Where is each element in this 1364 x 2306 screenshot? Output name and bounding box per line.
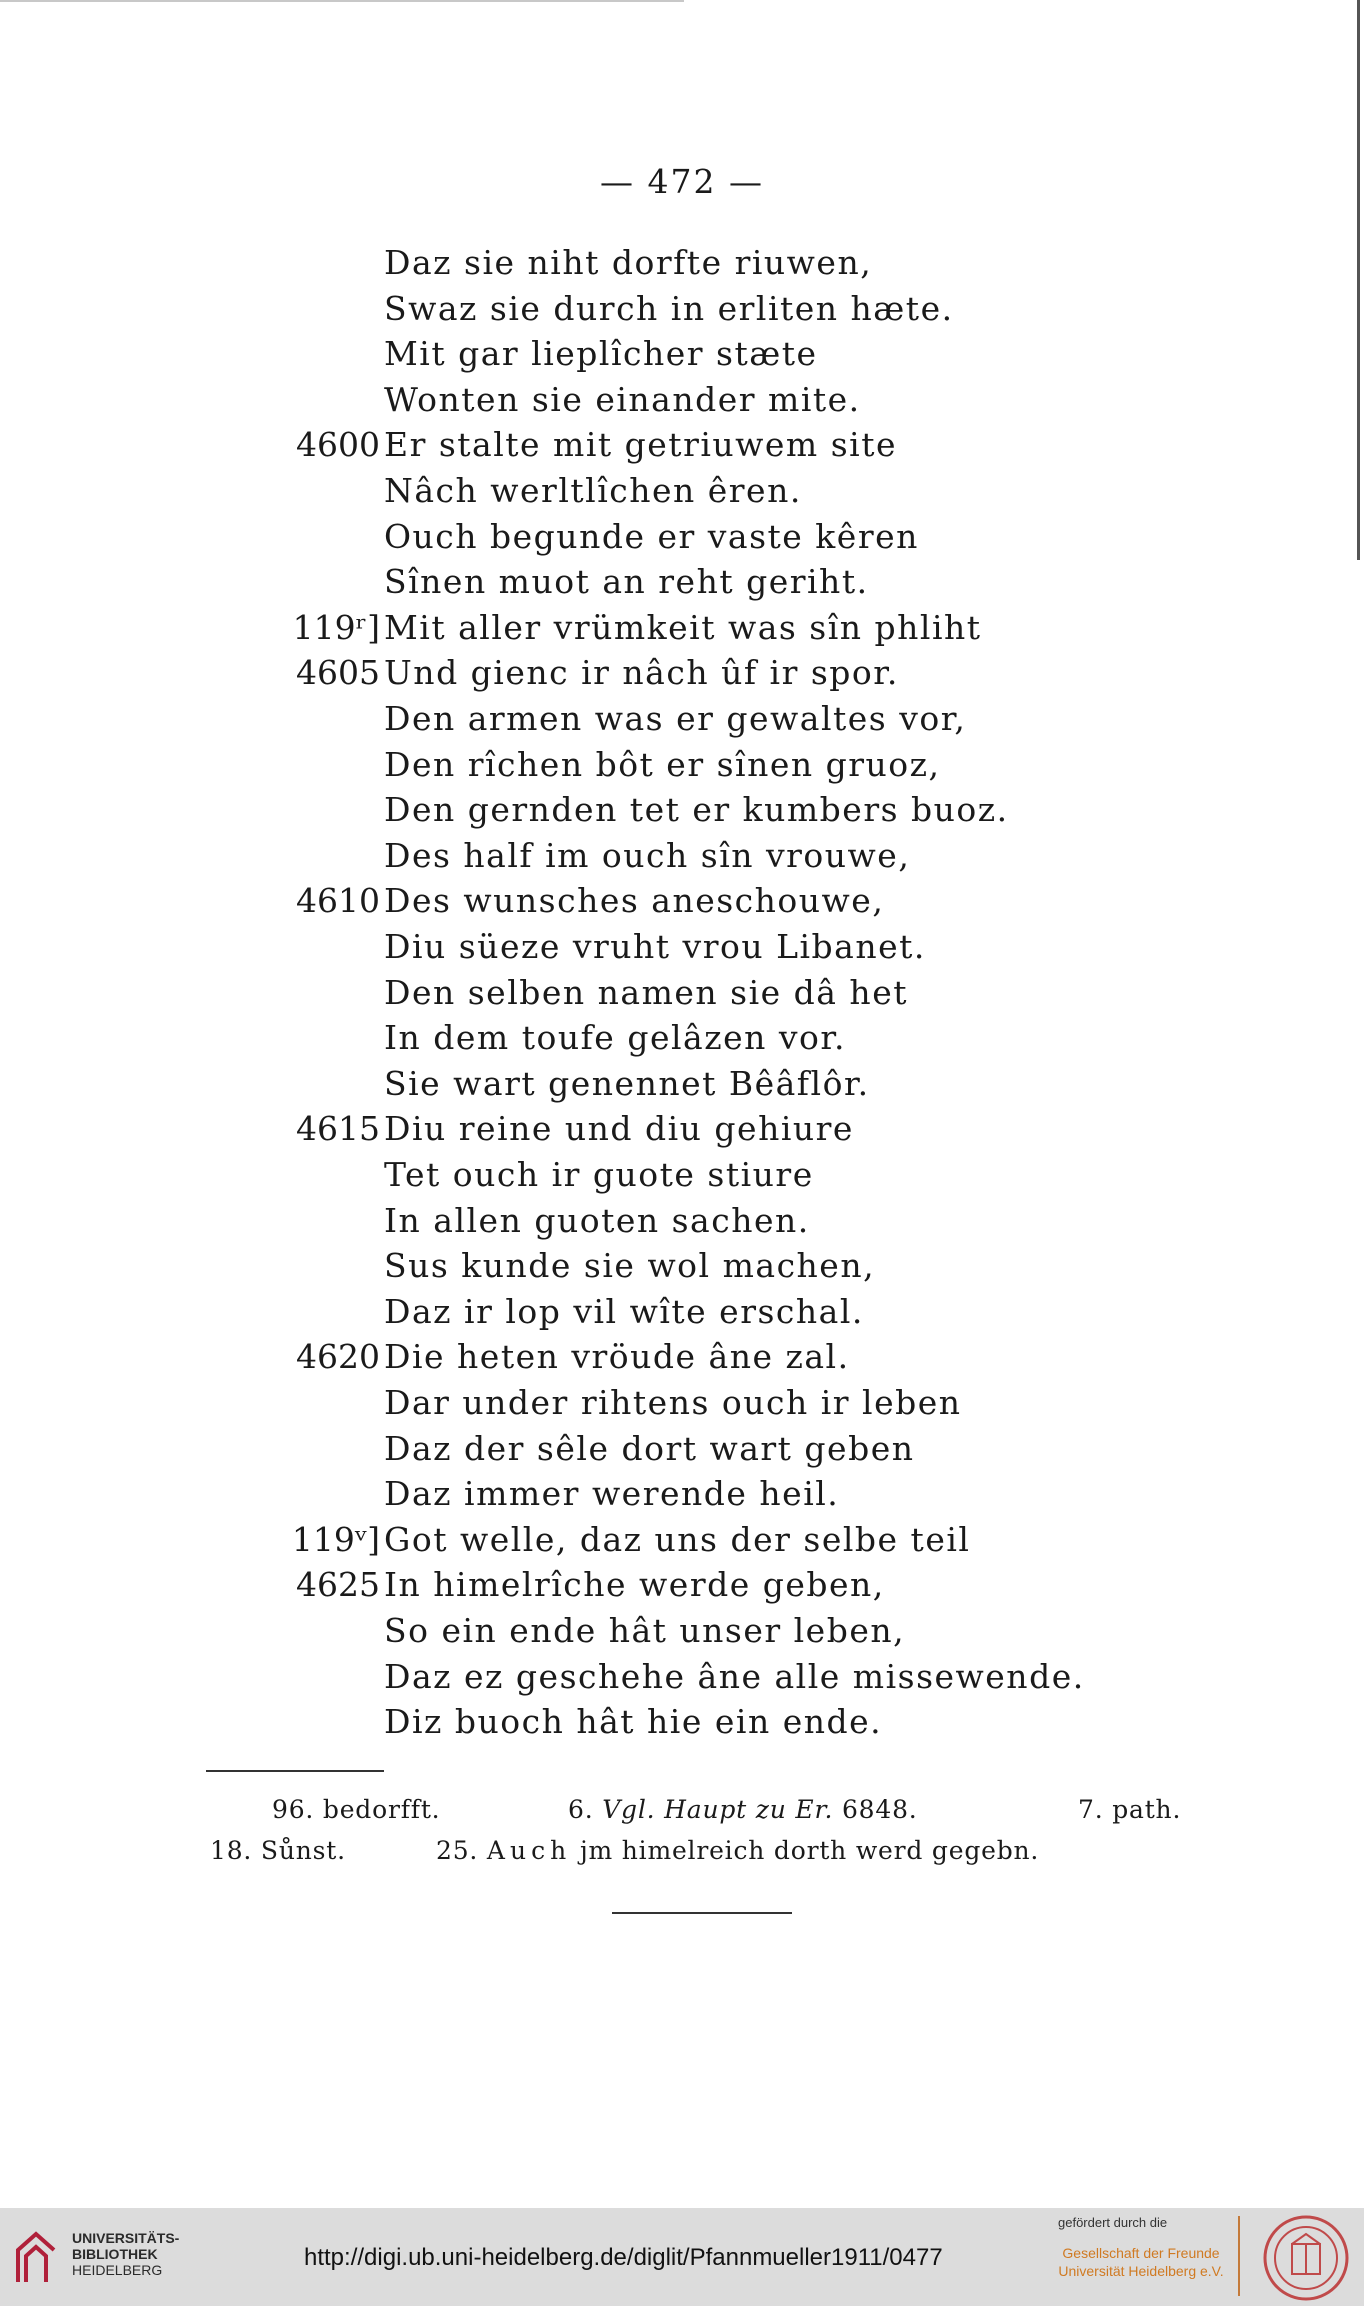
verse-text: Got welle, daz uns der selbe teil bbox=[384, 1519, 971, 1559]
verse-text: Diu reine und diu gehiure bbox=[384, 1109, 854, 1149]
verse-text: Dar under rihtens ouch ir leben bbox=[384, 1383, 962, 1422]
verse-line bbox=[0, 1289, 1300, 1335]
university-seal-icon bbox=[1262, 2214, 1350, 2302]
verse-line bbox=[0, 924, 1300, 970]
verse-line bbox=[0, 1517, 1300, 1563]
verse-line bbox=[0, 650, 1300, 696]
verse-line bbox=[0, 468, 1300, 514]
verse-line bbox=[0, 286, 1300, 332]
verse-line bbox=[0, 1061, 1300, 1107]
line-number: 4615 bbox=[296, 1109, 380, 1149]
verse-text: Nâch werltlîchen êren. bbox=[384, 471, 802, 510]
footnote-7: 7. path. bbox=[1078, 1795, 1182, 1824]
verse-text: So ein ende hât unser leben, bbox=[384, 1611, 906, 1650]
verse-line bbox=[0, 1699, 1300, 1745]
verse-line bbox=[0, 696, 1300, 742]
library-logo-icon bbox=[12, 2230, 60, 2286]
verse-line bbox=[0, 1198, 1300, 1244]
verse-line bbox=[0, 1106, 1300, 1152]
verse-line bbox=[0, 787, 1300, 833]
verse-text: In allen guoten sachen. bbox=[384, 1200, 810, 1240]
verse-line bbox=[0, 970, 1300, 1016]
verse-text: Den rîchen bôt er sînen gruoz, bbox=[384, 744, 941, 784]
verse-line bbox=[0, 1015, 1300, 1061]
verse-text: Daz ez geschehe âne alle missewende. bbox=[384, 1656, 1085, 1696]
verse-text: Er stalte mit getriuwem site bbox=[384, 425, 897, 465]
verse-text: In dem toufe gelâzen vor. bbox=[384, 1018, 847, 1058]
verse-line bbox=[0, 559, 1300, 605]
verse-text: In himelrîche werde geben, bbox=[384, 1565, 885, 1605]
verse-text: Des half im ouch sîn vrouwe, bbox=[384, 835, 911, 875]
sponsor-name: Gesellschaft der Freunde Universität Heidelberg e.V. bbox=[1058, 2245, 1224, 2279]
library-logo-text: UNIVERSITÄTS- BIBLIOTHEK HEIDELBERG bbox=[72, 2230, 180, 2278]
line-number: 119ʳ] bbox=[292, 607, 380, 647]
line-number: 4625 bbox=[296, 1565, 380, 1605]
line-number: 4610 bbox=[296, 881, 380, 921]
verse-text: Den selben namen sie dâ het bbox=[384, 972, 908, 1012]
verse-line bbox=[0, 1471, 1300, 1517]
verse-text: Wonten sie einander mite. bbox=[384, 379, 861, 419]
verse-line bbox=[0, 833, 1300, 879]
verse-line bbox=[0, 1152, 1300, 1198]
verse-line bbox=[0, 1243, 1300, 1289]
verse-line bbox=[0, 1562, 1300, 1608]
footnote-18: 18. Sůnst. bbox=[210, 1836, 346, 1865]
verse-text: Tet ouch ir guote stiure bbox=[384, 1155, 814, 1194]
verse-text: Des wunsches aneschouwe, bbox=[384, 881, 885, 921]
end-rule bbox=[612, 1912, 792, 1914]
footnote-separator bbox=[206, 1770, 384, 1772]
verse-line bbox=[0, 1380, 1300, 1426]
verse-text: Sus kunde sie wol machen, bbox=[384, 1246, 876, 1286]
verse-line bbox=[0, 514, 1300, 560]
source-url-link[interactable]: http://digi.ub.uni-heidelberg.de/diglit/Pfannmueller1911/0477 bbox=[304, 2244, 943, 2271]
line-number: 4600 bbox=[296, 425, 380, 465]
verse-text: Die heten vröude âne zal. bbox=[384, 1337, 850, 1377]
verse-line bbox=[0, 1334, 1300, 1380]
footer-divider bbox=[1238, 2216, 1240, 2296]
footnote-96: 96. bedorfft. bbox=[272, 1795, 441, 1824]
verse-line bbox=[0, 240, 1300, 286]
verse-line bbox=[0, 331, 1300, 377]
verse-line bbox=[0, 377, 1300, 423]
line-number: 4605 bbox=[296, 653, 380, 693]
right-edge-line bbox=[1357, 0, 1360, 560]
footnote-6: 6. Vgl. Haupt zu Er. 6848. bbox=[568, 1795, 918, 1824]
verse-text: Mit gar lieplîcher stæte bbox=[384, 334, 818, 374]
verse-line bbox=[0, 605, 1300, 651]
sponsor-label: gefördert durch die bbox=[1058, 2215, 1168, 2230]
verse-text: Diu süeze vruht vrou Libanet. bbox=[384, 927, 926, 966]
verse-text: Ouch begunde er vaste kêren bbox=[384, 516, 919, 556]
verse-line bbox=[0, 1426, 1300, 1472]
verse-line bbox=[0, 1654, 1300, 1700]
verse-text: Daz der sêle dort wart geben bbox=[384, 1428, 915, 1468]
top-edge-line bbox=[0, 0, 684, 2]
page-number: — 472 — bbox=[600, 162, 764, 201]
verse-text: Den gernden tet er kumbers buoz. bbox=[384, 790, 1009, 830]
verse-text: Und gienc ir nâch ûf ir spor. bbox=[384, 653, 899, 693]
verse-line bbox=[0, 742, 1300, 788]
verse-text: Daz immer werende heil. bbox=[384, 1474, 840, 1514]
verse-text: Swaz sie durch in erliten hæte. bbox=[384, 288, 954, 328]
verse-text: Diz buoch hât hie ein ende. bbox=[384, 1702, 883, 1742]
verse-text: Daz sie niht dorfte riuwen, bbox=[384, 243, 873, 282]
verse-text: Daz ir lop vil wîte erschal. bbox=[384, 1291, 864, 1331]
line-number: 4620 bbox=[296, 1337, 380, 1377]
verse-line bbox=[0, 1608, 1300, 1654]
footer-bar bbox=[0, 2208, 1364, 2306]
verse-text: Den armen was er gewaltes vor, bbox=[384, 699, 967, 738]
verse-line bbox=[0, 422, 1300, 468]
verse-text: Sie wart genennet Bêâflôr. bbox=[384, 1063, 870, 1103]
line-number: 119ᵛ] bbox=[291, 1519, 380, 1559]
verse-line bbox=[0, 878, 1300, 924]
verse-text: Sînen muot an reht geriht. bbox=[384, 562, 869, 602]
verse-text: Mit aller vrümkeit was sîn phliht bbox=[384, 607, 982, 647]
footnote-25: 25. Auch jm himelreich dorth werd gegebn. bbox=[436, 1836, 1040, 1865]
